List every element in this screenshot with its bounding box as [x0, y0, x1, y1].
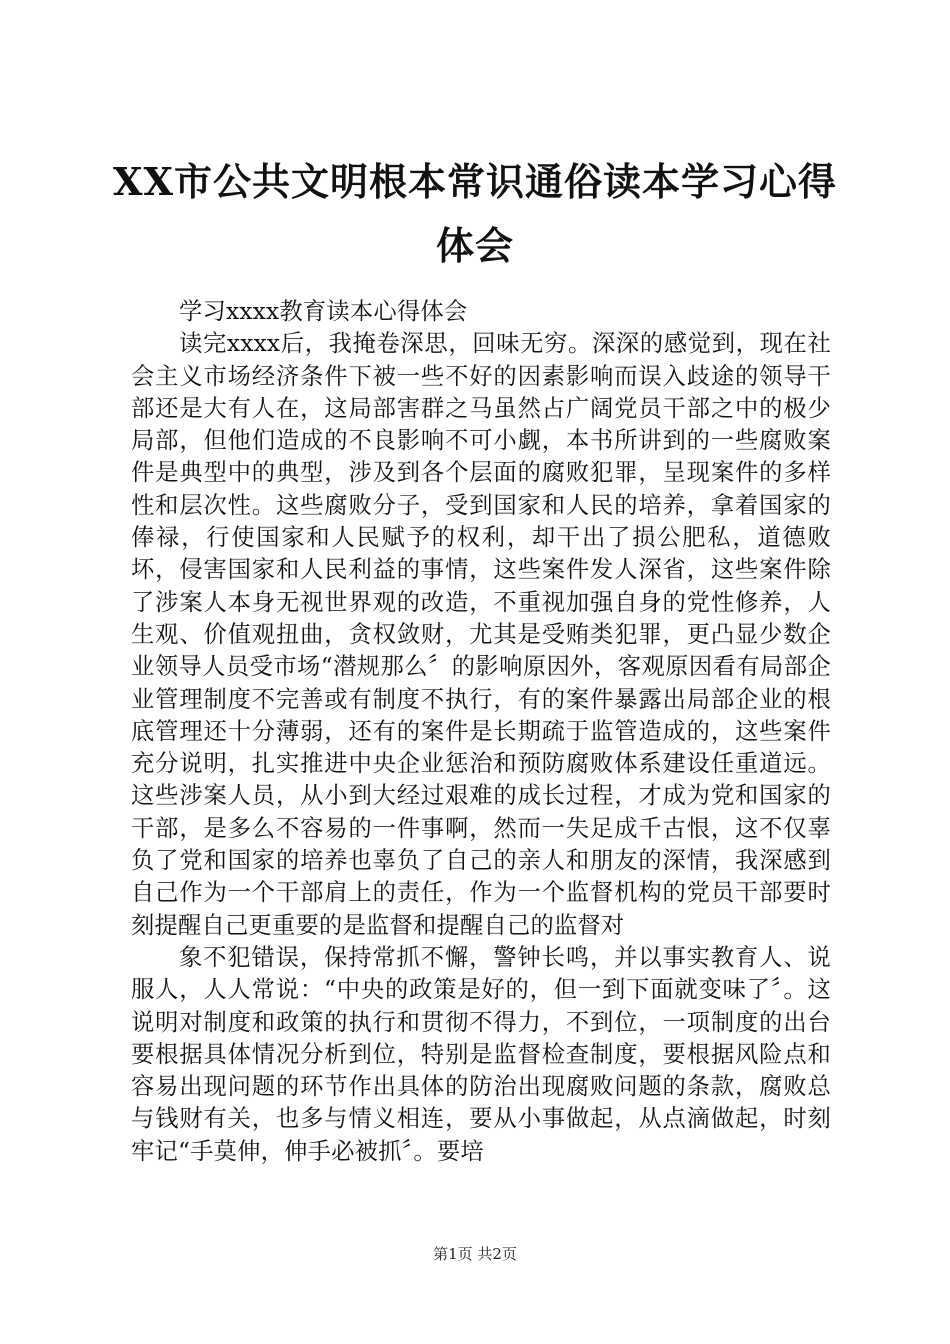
document-title: XX市公共文明根本常识通俗读本学习心得体会 — [113, 159, 837, 268]
page-footer: 第1页 共2页 — [433, 1245, 517, 1263]
subtitle-paragraph: 学习xxxx教育读本心得体会 — [179, 298, 468, 325]
body-paragraph: 象不犯错误，保持常抓不懈，警钟长鸣，并以事实教育人、说服人，人人常说：“中央的政策是好的，但一到下面就变味了〞。这说明对制度和政策的执行和贯彻不得力，不到位，一项制度的出台要根据具体情况分析到位，特别是监督检查制度，要根据风险点和容易出现问题的环节作出具体的防治出现腐败问题的条款，腐败总与钱财有关，也多与情义相连，要从小事做起，从点滴做起，时刻牢记“手莫伸，伸手必被抓〞。要培 — [131, 943, 831, 1165]
body-paragraph: 读完xxxx后，我掩卷深思，回味无穷。深深的感觉到，现在社会主义市场经济条件下被一些不好的因素影响而误入歧途的领导干部还是大有人在，这局部害群之马虽然占广阔党员干部之中的极少局部，但他们造成的不良影响不可小觑，本书所讲到的一些腐败案件是典型中的典型，涉及到各个层面的腐败犯罪，呈现案件的多样性和层次性。这些腐败分子，受到国家和人民的培养，拿着国家的俸禄，行使国家和人民赋予的权利，却干出了损公肥私，道德败坏，侵害国家和人民利益的事情，这些案件发人深省，这些案件除了涉案人本身无视世界观的改造，不重视加强自身的党性修养，人生观、价值观扭曲，贪权敛财，尤其是受贿类犯罪，更凸显少数企业领导人员受市场“潜规那么〞的影响原因外，客观原因看有局部企业管理制度不完善或有制度不执行，有的案件暴露出局部企业的根底管理还十分薄弱，还有的案件是长期疏于监管造成的，这些案件充分说明，扎实推进中央企业惩治和预防腐败体系建设任重道远。这些涉案人员，从小到大经过艰难的成长过程，才成为党和国家的干部，是多么不容易的一件事啊，然而一失足成千古恨，这不仅辜负了党和国家的培养也辜负了自己的亲人和朋友的深情，我深感到自己作为一个干部肩上的责任，作为一个监督机构的党员干部要时刻提醒自己更重要的是监督和提醒自己的监督对 — [131, 330, 831, 939]
document-body — [131, 296, 831, 1168]
